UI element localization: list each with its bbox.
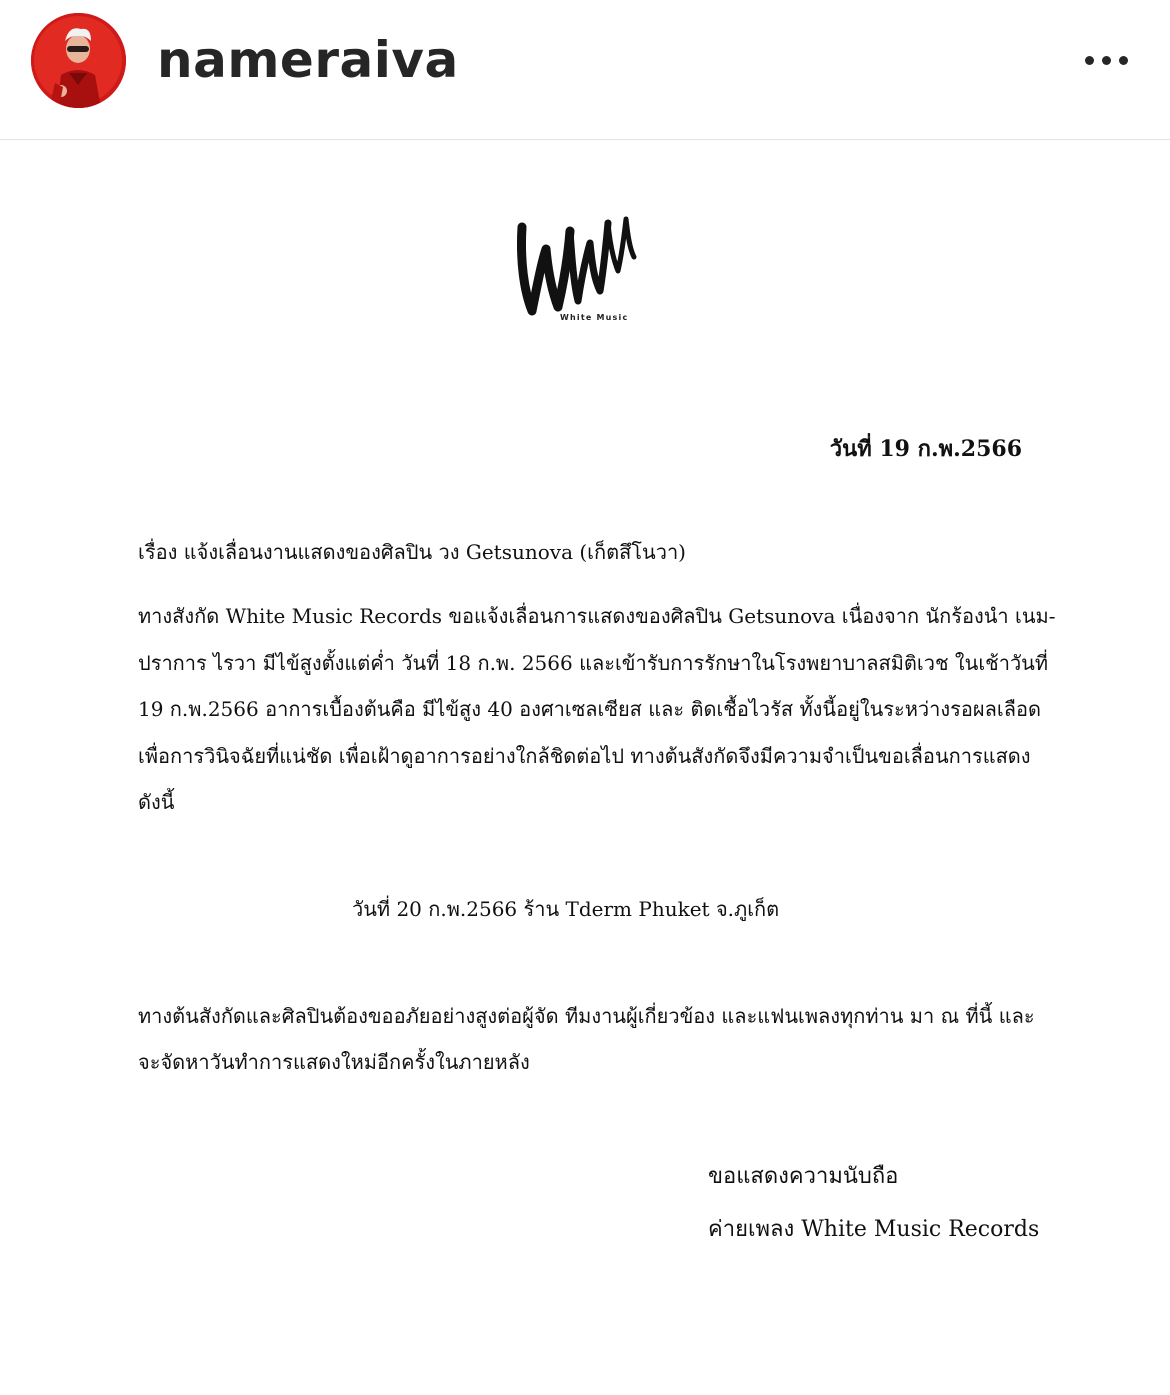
letter-signature: ค่ายเพลง White Music Records [708,1217,1040,1242]
username-link[interactable]: nameraiva [157,31,459,89]
avatar-image [31,13,126,108]
profile-photo-avatar[interactable] [31,13,126,108]
post-image [0,141,1170,1395]
more-dot [1119,56,1128,65]
letter-closing [138,993,1038,1085]
white-music-logo [510,201,640,331]
logo-caption: White Music [560,313,629,322]
letter-body-line: ปราการ ไรวา มีไข้สูงตั้งแต่ค่ำ วันที่ 18 ก.พ. 2566 และเข้ารับการรักษาในโรงพยาบาลสมิติเวช ในเช้าวันที่ [138,650,1049,675]
more-dot [1085,56,1094,65]
more-dot [1102,56,1111,65]
letter-closing-line: จะจัดหาวันทำการแสดงใหม่อีกครั้งในภายหลัง [138,1050,530,1074]
letter-closing-line: ทางต้นสังกัดและศิลปินต้องขออภัยอย่างสูงต่อผู้จัด ทีมงานผู้เกี่ยวข้อง และแฟนเพลงทุกท่าน มา ณ ที่นี้ และ [138,1004,1035,1028]
letter-body-line: ทางสังกัด White Music Records ขอแจ้งเลื่อนการแสดงของศิลปิน Getsunova เนื่องจาก นักร้องนำ เนม- [138,604,1056,628]
letter-body-line: 19 ก.พ.2566 อาการเบื้องต้นคือ มีไข้สูง 40 องศาเซลเซียส และ ติดเชื้อไวรัส ทั้งนี้อยู่ในระหว่างรอผลเลือด [138,697,1041,721]
letter-date: วันที่ 19 ก.พ.2566 [829,436,1022,462]
letter-subject: เรื่อง แจ้งเลื่อนงานแสดงของศิลปิน วง Getsunova (เก็ตสึโนวา) [138,540,686,564]
letter-body-line: ดังนี้ [138,790,175,814]
letter-event: วันที่ 20 ก.พ.2566 ร้าน Tderm Phuket จ.ภูเก็ต [352,897,780,921]
letter-body-line: เพื่อการวินิจฉัยที่แน่ชัด เพื่อเฝ้าดูอาการอย่างใกล้ชิดต่อไป ทางต้นสังกัดจึงมีความจำเป็นขอเลื่อนการแสดง [138,743,1031,768]
post-header [0,0,1170,140]
letter-sign-off: ขอแสดงความนับถือ [708,1164,899,1189]
letter-body [138,593,1056,826]
more-options-icon[interactable] [1074,44,1138,76]
